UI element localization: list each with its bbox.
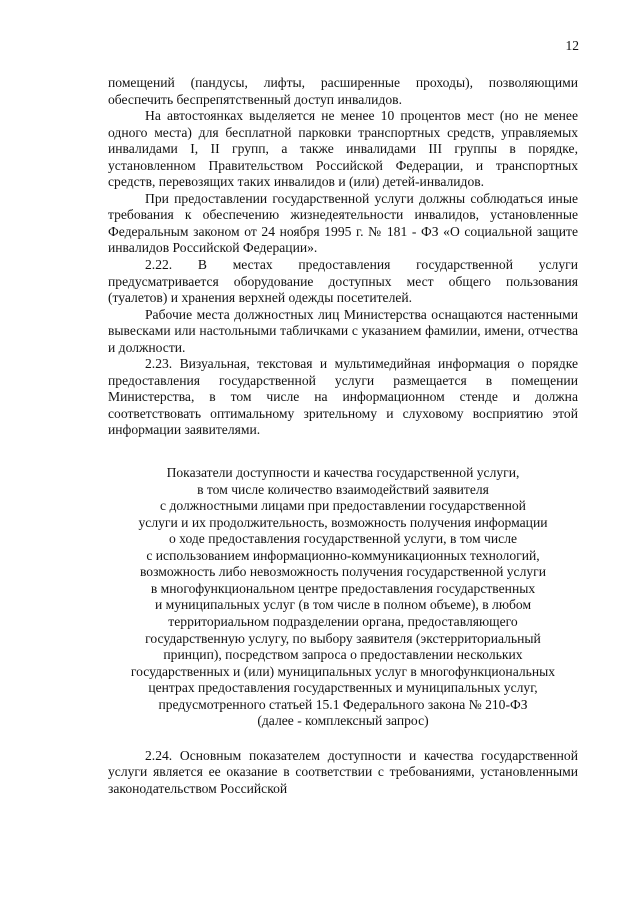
- heading-line: с использованием информационно-коммуникационных технологий,: [146, 547, 540, 563]
- heading-line: государственных и (или) муниципальных услуг в многофункциональных: [130, 663, 556, 679]
- heading-line: центрах предоставления государственных и муниципальных услуг,: [148, 680, 538, 696]
- document-body: [108, 75, 578, 797]
- heading-line: (далее - комплексный запрос): [257, 713, 429, 729]
- paragraph-continuation: помещений (пандусы, лифты, расширенные проходы), позволяющими обеспечить беспрепятственный доступ инвалидов.: [108, 75, 578, 107]
- heading-line: в многофункциональном центре предоставления государственных: [150, 580, 536, 596]
- heading-line: и муниципальных услуг (в том числе в полном объеме), в любом: [154, 597, 532, 613]
- page-number: 12: [565, 38, 579, 53]
- paragraph-2-22: 2.22. В местах предоставления государственной услуги предусматривается оборудование доступных мест общего пользования (туалетов) и хранения верхней одежды посетителей.: [108, 257, 578, 306]
- heading-line: услуги и их продолжительность, возможность получения информации: [138, 514, 548, 530]
- heading-line: принцип), посредством запроса о предоставлении нескольких: [163, 647, 523, 663]
- heading-line: государственную услугу, по выбору заявителя (экстерриториальный: [145, 630, 541, 646]
- paragraph-workplaces: Рабочие места должностных лиц Министерства оснащаются настенными вывесками или настольными табличками с указанием фамилии, имени, отчества и должности.: [108, 306, 578, 355]
- spacer: [108, 730, 578, 748]
- heading-line: территориальном подразделении органа, предоставляющего: [168, 613, 518, 629]
- paragraph-2-23: 2.23. Визуальная, текстовая и мультимедийная информация о порядке предоставления государственной услуги размещается в помещении Министерства, в том числе на информационном стенде и должна соответствовать оптимальному зрительному и слуховому восприятию этой информации заявителями.: [108, 356, 578, 438]
- paragraph-parking: На автостоянках выделяется не менее 10 процентов мест (но не менее одного места) для бесплатной парковки транспортных средств, управляемых инвалидами I, II групп, а также инвалидами III группы в порядке, установленном Правительством Российской Федерации, и транспортных средств, перевозящих таких инвалидов и (или) детей-инвалидов.: [108, 108, 578, 190]
- heading-line: возможность либо невозможность получения государственной услуги: [139, 564, 547, 580]
- heading-line: Показатели доступности и качества государственной услуги,: [166, 465, 520, 481]
- heading-line: о ходе предоставления государственной услуги, в том числе: [168, 531, 518, 547]
- section-heading: [108, 455, 578, 730]
- paragraph-requirements: При предоставлении государственной услуги должны соблюдаться иные требования к обеспечению жизнедеятельности инвалидов, установленные Федеральным законом от 24 ноября 1995 г. № 181 - ФЗ «О социальной защите инвалидов Российской Федерации».: [108, 190, 578, 256]
- paragraph-2-24: 2.24. Основным показателем доступности и качества государственной услуги является ее оказание в соответствии с требованиями, установленными законодательством Российской: [108, 747, 578, 796]
- heading-line: с должностными лицами при предоставлении государственной: [160, 498, 526, 514]
- heading-line: в том числе количество взаимодействий заявителя: [197, 481, 489, 497]
- heading-line: предусмотренного статьей 15.1 Федерального закона № 210-ФЗ: [158, 696, 528, 712]
